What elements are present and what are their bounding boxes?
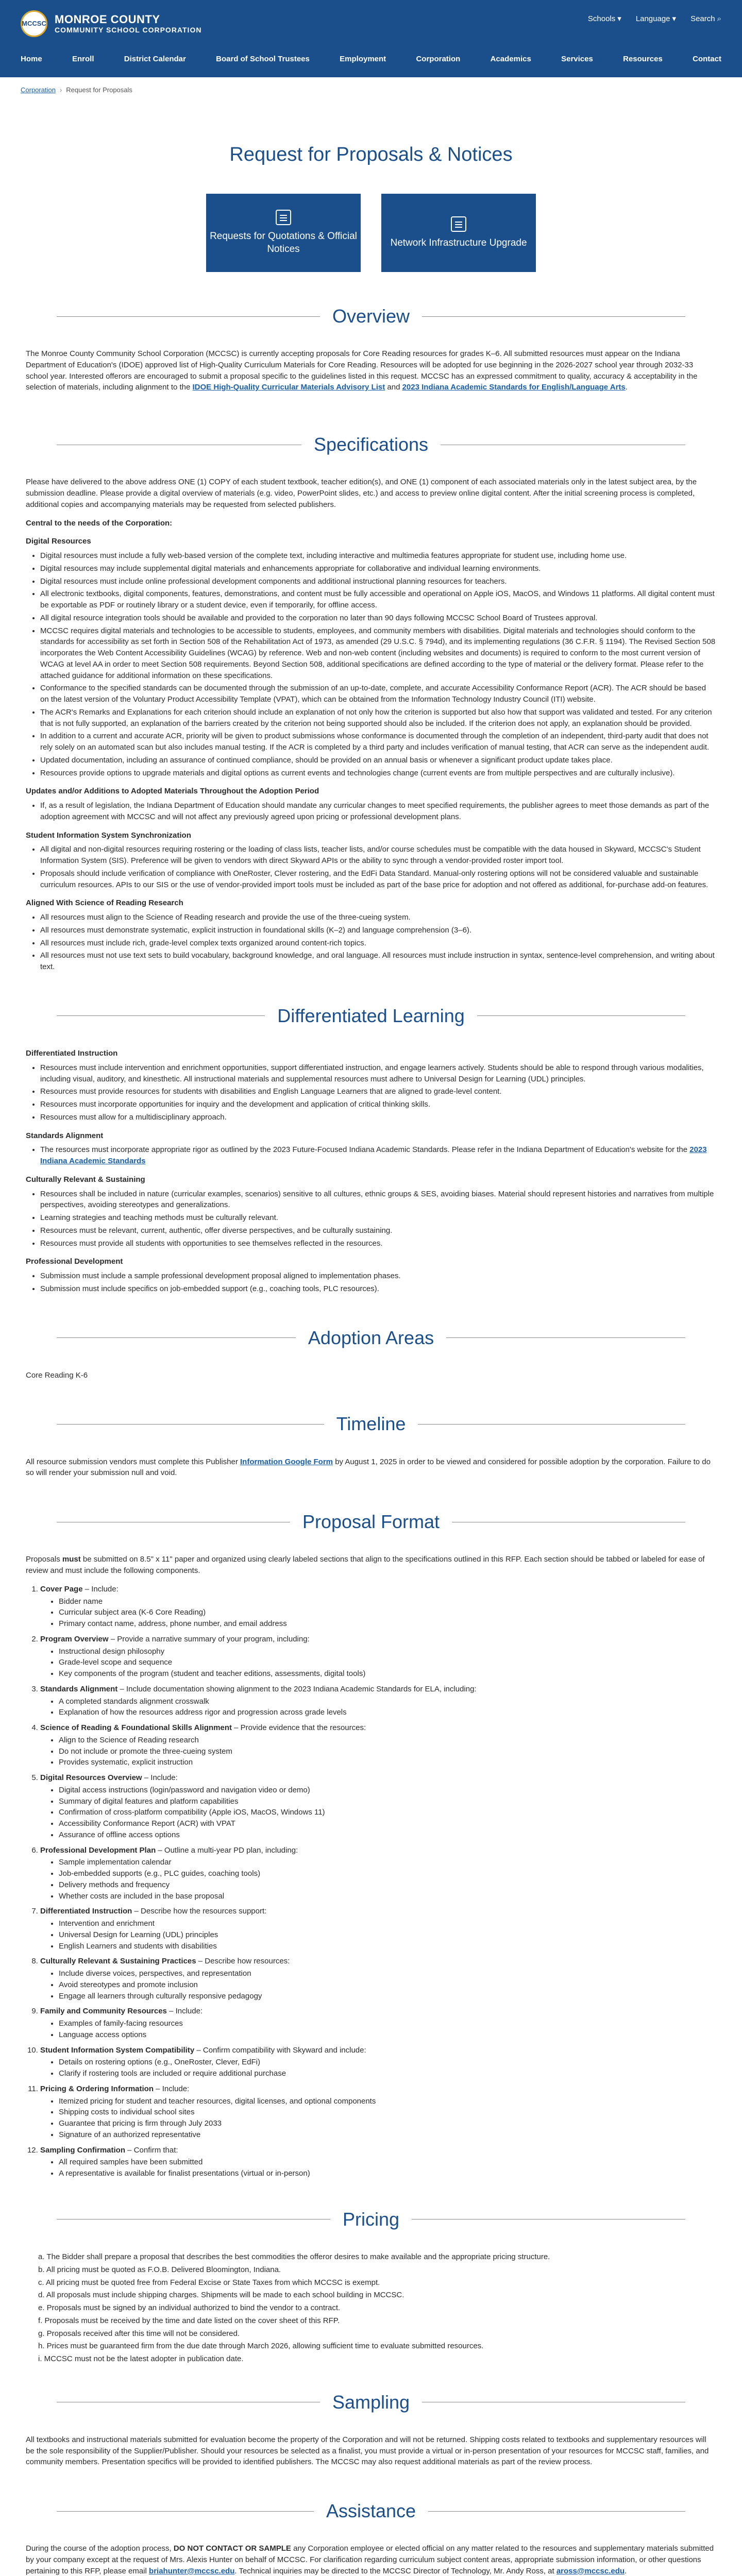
- sampling-text: All textbooks and instructional materials submitted for evaluation become the property of the Corporation and will not be returned. Shipping costs related to textbooks and supplementary resources will be the sole responsibility of the Supplier/Publisher. Should your resources be selected as a finalist, you must provide a virtual or in-person presentation of your resources for MCCSC staff, families, and community members. Presentation specifics will be provided to identified publishers. The MCCSC may also request additional materials as part of the review process.: [26, 2435, 709, 2467]
- digital-resources-heading: Digital Resources: [26, 537, 91, 546]
- proposal-section-title: Digital Resources Overview: [40, 1773, 142, 1783]
- list-item: • Avoid stereotypes and promote inclusion: [59, 1979, 716, 1991]
- proposal-section-item: [40, 1772, 716, 1841]
- proposal-section-suffix: – Describe how resources:: [196, 1957, 290, 1966]
- list-item: d. All proposals must include shipping charges. Shipments will be made to each school building in MCCSC.: [38, 2291, 404, 2300]
- language-label: Language: [635, 14, 670, 23]
- network-upgrade-button[interactable]: [381, 194, 536, 272]
- list-item: • English Learners and students with disabilities: [59, 1941, 716, 1952]
- list-item: c. All pricing must be quoted free from Federal Excise or State Taxes from which MCCSC is exempt.: [38, 2278, 380, 2287]
- search-button[interactable]: [690, 13, 721, 25]
- tech-email-link[interactable]: aross@mccsc.edu: [556, 2566, 625, 2575]
- list-item: • All resources must align to the Science of Reading research and provide the use of the three-cueing system.: [40, 912, 716, 923]
- list-item: • Grade-level scope and sequence: [59, 1657, 716, 1668]
- search-label: Search: [690, 14, 715, 23]
- list-item: • Clarify if rostering tools are included or require additional purchase: [59, 2068, 716, 2079]
- nav-services[interactable]: Services: [561, 55, 593, 63]
- specifications-title: Specifications: [313, 434, 429, 455]
- standards-list: [26, 1144, 716, 1167]
- proposal-section-title: Family and Community Resources: [40, 2007, 167, 2016]
- proposal-section-suffix: – Describe how the resources support:: [132, 1907, 267, 1916]
- instruction-list: [26, 1062, 716, 1123]
- proposal-section: [0, 1554, 742, 2179]
- network-upgrade-label: Network Infrastructure Upgrade: [390, 237, 527, 248]
- list-item: • A completed standards alignment crosswalk: [59, 1696, 716, 1707]
- logo-text: [55, 13, 201, 35]
- science-of-reading-list: [26, 912, 716, 973]
- central-needs-heading: Central to the needs of the Corporation:: [26, 518, 173, 528]
- overview-end: .: [625, 383, 628, 392]
- overview-text: [26, 348, 716, 393]
- list-item: • Resources must incorporate opportunities for inquiry and the development and application of critical thinking skills.: [40, 1099, 716, 1110]
- list-item: • In addition to a current and accurate ACR, priority will be given to product submissions whose conformance is documented through the completion of an independent, third-party audit that does not rely solely on an automated scan but also includes manual testing. If the ACR is completed by a third party and includes verification of manual testing, that ACR can serve as the independent audit.: [40, 731, 716, 753]
- list-item: • Examples of family-facing resources: [59, 2018, 716, 2029]
- list-item: • All digital resource integration tools should be available and provided to the corporation no later than 90 days following MCCSC School Board of Trustees approval.: [40, 613, 716, 624]
- proposal-section-title: Student Information System Compatibility: [40, 2045, 195, 2055]
- proposal-subitems: [40, 1785, 716, 1841]
- list-item: • Digital access instructions (login/password and navigation video or demo): [59, 1785, 716, 1796]
- sampling-title: Sampling: [332, 2391, 410, 2413]
- assistance-title: Assistance: [326, 2500, 416, 2522]
- list-item: • The ACR's Remarks and Explanations for each criterion should include an explanation of not only how the criterion is supported but also how that support was validated and tested. For any criterion that is not fully supported, an explanation of the barriers created by the criterion not being supported should also be included. If the criterion does not apply, an explanation should be provided.: [40, 707, 716, 730]
- proposal-heading: [0, 1509, 742, 1535]
- proposal-section-item: [40, 1684, 716, 1718]
- nav-district-calendar[interactable]: District Calendar: [124, 55, 186, 63]
- breadcrumb-corporation[interactable]: Corporation: [21, 86, 56, 94]
- proposal-section-suffix: – Include:: [82, 1584, 119, 1594]
- proposal-section-item: [40, 1956, 716, 2002]
- list-item: • Sample implementation calendar: [59, 1857, 716, 1868]
- proposal-intro-start: Proposals: [26, 1555, 60, 1564]
- list-item: • Language access options: [59, 2029, 716, 2041]
- timeline-title: Timeline: [336, 1413, 406, 1435]
- list-item: • All digital and non-digital resources requiring rostering or the loading of class lists, teacher lists, and/or course schedules must be compatible with the data housed in Skyward, MCCSC's Student Information System (SIS). Preference will be given to vendors with direct Skyward APIs or the ability to sync through a vendor-provided roster import tool.: [40, 844, 716, 867]
- standards-link[interactable]: 2023 Indiana Academic Standards: [40, 1145, 707, 1165]
- list-item: • Include diverse voices, perspectives, and representation: [59, 1968, 716, 1979]
- list-item: • Explanation of how the resources address rigor and progression across grade levels: [59, 1707, 716, 1718]
- list-item: • Resources must provide resources for students with disabilities and English Language Learners that are aligned to grade-level content.: [40, 1086, 716, 1097]
- list-item: • Itemized pricing for student and teacher resources, digital licenses, and optional components: [59, 2096, 716, 2107]
- differentiated-heading: [0, 1003, 742, 1029]
- list-item: • Submission must include a sample professional development proposal aligned to implementation phases.: [40, 1270, 716, 1282]
- proposal-subitems: [40, 2018, 716, 2041]
- list-item: • Whether costs are included in the base proposal: [59, 1891, 716, 1902]
- logo-badge: MCCSC: [21, 10, 47, 37]
- assistance-text-mid: any Corporation employee or elected official on any matter related to the resources and supplementary materials submitted by your company except at the request of Mrs. Alexis Hunter on behalf of MCCSC. For clarification regarding curriculum subject content areas, appropriate submission information, or other questions pertaining to this RFP, please email: [26, 2544, 714, 2575]
- proposal-subitems: [40, 1918, 716, 1952]
- list-item: • Shipping costs to individual school sites: [59, 2107, 716, 2118]
- pd-list: [26, 1270, 716, 1295]
- assistance-heading: [0, 2498, 742, 2524]
- list-item: • Summary of digital features and platform capabilities: [59, 1796, 716, 1807]
- timeline-section: [0, 1456, 742, 1479]
- list-item: • Proposals should include verification of compliance with OneRoster, Clever rostering, and the EdFi Data Standard. Manual-only rostering options will not be considered valuable and sustainable curriculum resources. APIs to our SIS or the use of vendor-provided import tools must be included as part of the base price for adoption and not offered as additional, for-purchase add-on features.: [40, 868, 716, 891]
- list-item: • Digital resources must include online professional development components and additional instructional planning resources for teachers.: [40, 576, 716, 587]
- search-icon: ⌕: [717, 14, 721, 23]
- nav-home[interactable]: Home: [21, 55, 42, 63]
- specifications-heading: [0, 431, 742, 458]
- list-item: • A representative is available for finalist presentations (virtual or in-person): [59, 2168, 716, 2179]
- schools-dropdown[interactable]: [588, 13, 621, 25]
- proposal-section-item: [40, 1584, 716, 1630]
- pd-heading: Professional Development: [26, 1257, 123, 1266]
- list-item: • Instructional design philosophy: [59, 1646, 716, 1657]
- list-item: • Curricular subject area (K-6 Core Reading): [59, 1607, 716, 1618]
- rfq-notices-button[interactable]: [206, 194, 361, 272]
- sampling-heading: [0, 2389, 742, 2416]
- list-item: • Resources must allow for a multidisciplinary approach.: [40, 1112, 716, 1123]
- sampling-section: [0, 2434, 742, 2468]
- list-item: • Resources shall be included in nature (curricular examples, scenarios) sensitive to all cultures, ethnic groups & SES, avoiding biases. Material should represent histories and narratives from multiple perspectives, avoiding stereotypes and generalizations.: [40, 1189, 716, 1211]
- ela-standards-link[interactable]: 2023 Indiana Academic Standards for English/Language Arts: [402, 383, 626, 392]
- list-item: • Do not include or promote the three-cueing system: [59, 1746, 716, 1757]
- list-item: • Engage all learners through culturally responsive pedagogy: [59, 1991, 716, 2002]
- breadcrumb-separator: ›: [59, 86, 62, 94]
- utility-nav: [588, 13, 721, 25]
- chevron-down-icon: ▾: [617, 14, 621, 23]
- chevron-down-icon: ▾: [672, 14, 677, 23]
- proposal-section-title: Science of Reading & Foundational Skills Alignment: [40, 1723, 232, 1733]
- list-item: • All resources must not use text sets to build vocabulary, background knowledge, and oral language. All resources must include instruction in syntax, sentence-level comprehension, and writing about text.: [40, 950, 716, 973]
- pricing-list: [26, 2251, 716, 2365]
- language-dropdown[interactable]: [636, 13, 676, 25]
- page-title: Request for Proposals & Notices: [229, 143, 513, 165]
- proposal-title: Proposal Format: [302, 1511, 440, 1533]
- culturally-heading: Culturally Relevant & Sustaining: [26, 1175, 145, 1184]
- proposal-subitems: [40, 2157, 716, 2179]
- proposal-section-suffix: – Outline a multi-year PD plan, including:: [156, 1845, 298, 1855]
- overview-body: The Monroe County Community School Corporation (MCCSC) is currently accepting proposals for Core Reading resources for grades K–6. All submitted resources must appear on the Indiana Department of Education's (IDOE) approved list of High-Quality Curriculum Materials for Core Reading. Resources will be adopted for use beginning in the 2026-2027 school year through 2032-33 school year. Interested offerors are encouraged to submit a proposal specific to the guidelines listed in this request. MCCSC has an expressed commitment to quality, accuracy & acceptability in the selection of materials, including alignment to the: [26, 349, 698, 392]
- list-item: • Conformance to the specified standards can be documented through the submission of an up-to-date, complete, and accurate Accessibility Conformance Report (ACR). The ACR should be based on the latest version of the Voluntary Product Accessibility Template (VPAT), which can be obtained from the Information Technology Industry Council (ITI) website.: [40, 683, 716, 705]
- proposal-section-item: [40, 1906, 716, 1952]
- schools-label: Schools: [587, 14, 616, 23]
- main-nav: [21, 54, 721, 65]
- assistance-do-not-contact: DO NOT CONTACT OR SAMPLE: [173, 2544, 291, 2553]
- timeline-text-start: All resource submission vendors must complete this Publisher: [26, 1457, 238, 1466]
- nav-employment[interactable]: Employment: [340, 55, 386, 63]
- proposal-section-title: Standards Alignment: [40, 1684, 118, 1693]
- list-item: • All resources must include rich, grade-level complex texts organized around content-rich topics.: [40, 938, 716, 949]
- proposal-section-title: Professional Development Plan: [40, 1845, 156, 1855]
- proposal-section-suffix: – Include:: [142, 1773, 178, 1783]
- overview-heading: [0, 303, 742, 330]
- list-item: • Updated documentation, including an assurance of continued compliance, should be provided on an annual basis or whenever a significant product update takes place.: [40, 755, 716, 766]
- proposal-section-suffix: – Provide evidence that the resources:: [232, 1723, 366, 1733]
- proposal-sections-list: [26, 1584, 716, 2179]
- timeline-heading: [0, 1411, 742, 1437]
- overview-and: and: [387, 383, 400, 392]
- breadcrumb-current: Request for Proposals: [66, 86, 132, 94]
- hero: [0, 95, 742, 272]
- list-item: • Primary contact name, address, phone number, and email address: [59, 1618, 716, 1630]
- site-header: [0, 0, 742, 77]
- proposal-section-suffix: – Confirm that:: [125, 2145, 178, 2155]
- instruction-heading: Differentiated Instruction: [26, 1049, 118, 1058]
- list-item: • Assurance of offline access options: [59, 1829, 716, 1841]
- pricing-title: Pricing: [342, 2208, 400, 2230]
- list-item: • Learning strategies and teaching methods must be culturally relevant.: [40, 1212, 716, 1224]
- proposal-section-title: Pricing & Ordering Information: [40, 2084, 154, 2093]
- proposal-section-title: Program Overview: [40, 1634, 109, 1643]
- site-logo[interactable]: [21, 10, 201, 37]
- list-item: f. Proposals must be received by the time and date listed on the cover sheet of this RFP.: [38, 2316, 340, 2325]
- list-item: • Submission must include specifics on job-embedded support (e.g., coaching tools, PLC resources).: [40, 1283, 716, 1295]
- list-item: e. Proposals must be signed by an individual authorized to bind the vendor to a contract.: [38, 2303, 341, 2312]
- list-item: • All electronic textbooks, digital components, features, demonstrations, and content must be fully accessible and operational on Apple iOS, MacOS, and Windows 11 platforms. All digital content must be exportable as PDF or routinely library or a student device, even if temporarily, for offline access.: [40, 588, 716, 611]
- timeline-text: [26, 1456, 716, 1479]
- timeline-text-end: by August 1, 2025 in order to be viewed and considered for possible adoption by the corporation. Failure to do so will render your submission null and void.: [26, 1457, 711, 1478]
- proposal-section-item: [40, 2006, 716, 2040]
- nav-enroll[interactable]: Enroll: [72, 55, 94, 63]
- overview-section: [0, 348, 742, 393]
- culturally-list: [26, 1189, 716, 1249]
- list-item: • Resources provide options to upgrade materials and digital options as current events and technologies change (current events are from multiple perspectives and are culturally inclusive).: [40, 768, 716, 779]
- adoption-heading: [0, 1325, 742, 1351]
- list-item: • Signature of an authorized representative: [59, 2129, 716, 2141]
- specifications-section: [0, 477, 742, 973]
- list-item: • If, as a result of legislation, the Indiana Department of Education should mandate any curricular changes to meet specified requirements, the publisher agrees to meet those demands as part of the adoption agreement with MCCSC and will not affect any previously agreed upon pricing or professional development plans.: [40, 800, 716, 823]
- proposal-subitems: [40, 1857, 716, 1902]
- science-of-reading-heading: Aligned With Science of Reading Research: [26, 899, 183, 908]
- list-item: • Resources must provide all students with opportunities to see themselves reflected in the resources.: [40, 1238, 716, 1249]
- proposal-subitems: [40, 2057, 716, 2079]
- proposal-intro-end: be submitted on 8.5" x 11" paper and organized using clearly labeled sections that align to the specifications outlined in this RFP. Each section should be tabbed or labeled for ease of review and must include the following components.: [26, 1555, 705, 1575]
- assistance-section: [0, 2543, 742, 2576]
- list-item: • Universal Design for Learning (UDL) principles: [59, 1929, 716, 1941]
- list-item: h. Prices must be guaranteed firm from the due date through March 2026, allowing sufficient time to evaluate submitted resources.: [38, 2342, 484, 2351]
- idoe-list-link[interactable]: IDOE High-Quality Curricular Materials Advisory List: [192, 383, 385, 392]
- proposal-section-item: [40, 2145, 716, 2179]
- proposal-section-title: Differentiated Instruction: [40, 1907, 132, 1916]
- list-item: i. MCCSC must not be the latest adopter in publication date.: [38, 2354, 244, 2363]
- pricing-section: [0, 2251, 742, 2365]
- list-item: • All resources must demonstrate systematic, explicit instruction in foundational skills (K–2) and language comprehension (3–6).: [40, 925, 716, 936]
- proposal-intro-must: must: [62, 1555, 81, 1564]
- nav-board[interactable]: Board of School Trustees: [216, 55, 310, 63]
- proposal-subitems: [40, 1968, 716, 2002]
- list-item: • Delivery methods and frequency: [59, 1879, 716, 1891]
- proposal-intro: [26, 1554, 716, 1577]
- list-item: [40, 1144, 716, 1167]
- specifications-intro: Please have delivered to the above address ONE (1) COPY of each student textbook, teacher edition(s), and ONE (1) component of each associated materials only in the latest subject area, by the submission deadline. Please provide a digital overview of materials (e.g. video, PowerPoint slides, etc.) and access to preview online digital content. After the initial screening process is completed, additional copies and accompanying materials may be requested from selected publishers.: [26, 478, 697, 509]
- proposal-section-item: [40, 1634, 716, 1680]
- assistance-text-start: During the course of the adoption process,: [26, 2544, 172, 2553]
- list-item: • MCCSC requires digital materials and technologies to be accessible to students, employees, and community members with disabilities. Digital materials and technologies should conform to the standards for accessibility as set forth in Section 508 of the Rehabilitation Act of 1973, as amended (29 U.S.C. § 794d), and its implementing regulations (36 C.F.R. § 1194). The Revised Section 508 incorporates the Web Content Accessibility Guidelines (WCAG) by reference. Web and non-web content (including websites and documents) is required to conform to the most current version of WCAG at level AA in order to meet Section 508 requirements. Beyond Section 508, additional specifications are defined according to the type of material or the delivery format. Please refer to the attached guidance for additional information on these specifications.: [40, 625, 716, 682]
- list-item: g. Proposals received after this time will not be considered.: [38, 2329, 240, 2338]
- proposal-section-suffix: – Provide a narrative summary of your program, including:: [108, 1634, 310, 1643]
- publisher-form-link[interactable]: Information Google Form: [240, 1457, 333, 1466]
- proposal-subitems: [40, 1696, 716, 1719]
- logo-line-top: MONROE COUNTY: [55, 12, 160, 26]
- differentiated-section: [0, 1048, 742, 1295]
- proposal-section-title: Cover Page: [40, 1584, 83, 1594]
- adoption-section: [0, 1370, 742, 1381]
- proposal-section-item: [40, 2045, 716, 2079]
- proposal-section-title: Sampling Confirmation: [40, 2145, 125, 2155]
- sis-heading: Student Information System Synchronization: [26, 831, 191, 840]
- list-item: • All required samples have been submitted: [59, 2157, 716, 2168]
- list-item: • Digital resources may include supplemental digital materials and enhancements appropriate for collaborative and individual learning environments.: [40, 563, 716, 574]
- nav-corporation[interactable]: Corporation: [416, 55, 461, 63]
- proposal-subitems: [40, 1735, 716, 1768]
- list-item: • Details on rostering options (e.g., OneRoster, Clever, EdFi): [59, 2057, 716, 2068]
- document-icon: [276, 210, 291, 225]
- standards-text: The resources must incorporate appropriate rigor as outlined by the 2023 Future-Focused Indiana Academic Standards. Please refer in the Indiana Department of Education's website for the: [40, 1145, 688, 1155]
- list-item: b. All pricing must be quoted as F.O.B. Delivered Bloomington, Indiana.: [38, 2265, 281, 2274]
- assistance-text: [26, 2543, 716, 2576]
- breadcrumb: [0, 77, 742, 95]
- proposal-section-title: Culturally Relevant & Sustaining Practices: [40, 1957, 196, 1966]
- nav-resources[interactable]: Resources: [623, 55, 663, 63]
- proposal-section-item: [40, 2083, 716, 2141]
- list-item: a. The Bidder shall prepare a proposal that describes the best commodities the offeror desires to make available and the appropriate pricing structure.: [38, 2252, 550, 2261]
- proposal-section-suffix: – Include:: [166, 2007, 203, 2016]
- proposal-subitems: [40, 1596, 716, 1630]
- logo-line-bottom: COMMUNITY SCHOOL CORPORATION: [55, 25, 202, 34]
- list-item: • Digital resources must include a fully web-based version of the complete text, including interactive and multimedia features appropriate for student use, including home use.: [40, 550, 716, 562]
- list-item: • Job-embedded supports (e.g., PLC guides, coaching tools): [59, 1868, 716, 1879]
- list-item: • Accessibility Conformance Report (ACR) with VPAT: [59, 1818, 716, 1829]
- list-item: • Resources must be relevant, current, authentic, offer diverse perspectives, and be culturally sustaining.: [40, 1225, 716, 1236]
- list-item: • Provides systematic, explicit instruction: [59, 1757, 716, 1768]
- adoption-title: Adoption Areas: [308, 1327, 434, 1348]
- proposal-subitems: [40, 2096, 716, 2141]
- standards-heading: Standards Alignment: [26, 1131, 104, 1140]
- assistance-text-end: .: [625, 2566, 627, 2575]
- list-item: • Intervention and enrichment: [59, 1918, 716, 1929]
- list-item: • Bidder name: [59, 1596, 716, 1607]
- differentiated-title: Differentiated Learning: [277, 1005, 465, 1026]
- nav-academics[interactable]: Academics: [490, 55, 531, 63]
- list-item: • Guarantee that pricing is firm through July 2033: [59, 2118, 716, 2129]
- rfp-email-link[interactable]: briahunter@mccsc.edu: [149, 2566, 235, 2575]
- proposal-section-item: [40, 1722, 716, 1768]
- proposal-section-suffix: – Confirm compatibility with Skyward and include:: [194, 2045, 366, 2055]
- assistance-text-mid2: . Technical inquiries may be directed to the MCCSC Director of Technology, Mr. Andy Ross, at: [234, 2566, 554, 2575]
- nav-contact[interactable]: Contact: [693, 55, 721, 63]
- list-item: • Key components of the program (student and teacher editions, assessments, digital tools): [59, 1668, 716, 1680]
- overview-title: Overview: [332, 305, 410, 327]
- sis-list: [26, 844, 716, 890]
- updates-list: [26, 800, 716, 823]
- proposal-section-item: [40, 1845, 716, 1902]
- digital-resources-list: [26, 550, 716, 778]
- list-item: • Align to the Science of Reading research: [59, 1735, 716, 1746]
- rfq-notices-label: Requests for Quotations & Official Notices: [210, 231, 357, 255]
- proposal-section-suffix: – Include:: [154, 2084, 190, 2093]
- list-item: • Confirmation of cross-platform compatibility (Apple iOS, MacOS, Windows 11): [59, 1807, 716, 1818]
- hero-buttons: [0, 194, 742, 272]
- proposal-section-suffix: – Include documentation showing alignment to the 2023 Indiana Academic Standards for ELA, including:: [117, 1684, 477, 1693]
- list-item: • Resources must include intervention and enrichment opportunities, support differentiated instruction, and engage learners actively. Students should be able to respond through various modalities, including visual, auditory, and kinesthetic. All instructional materials and supplemental resources must adhere to Universal Design for Learning (UDL) principles.: [40, 1062, 716, 1085]
- document-icon: [451, 216, 466, 232]
- adoption-text: Core Reading K-6: [26, 1370, 88, 1380]
- proposal-subitems: [40, 1646, 716, 1680]
- pricing-heading: [0, 2206, 742, 2233]
- updates-heading: Updates and/or Additions to Adopted Materials Throughout the Adoption Period: [26, 787, 319, 796]
